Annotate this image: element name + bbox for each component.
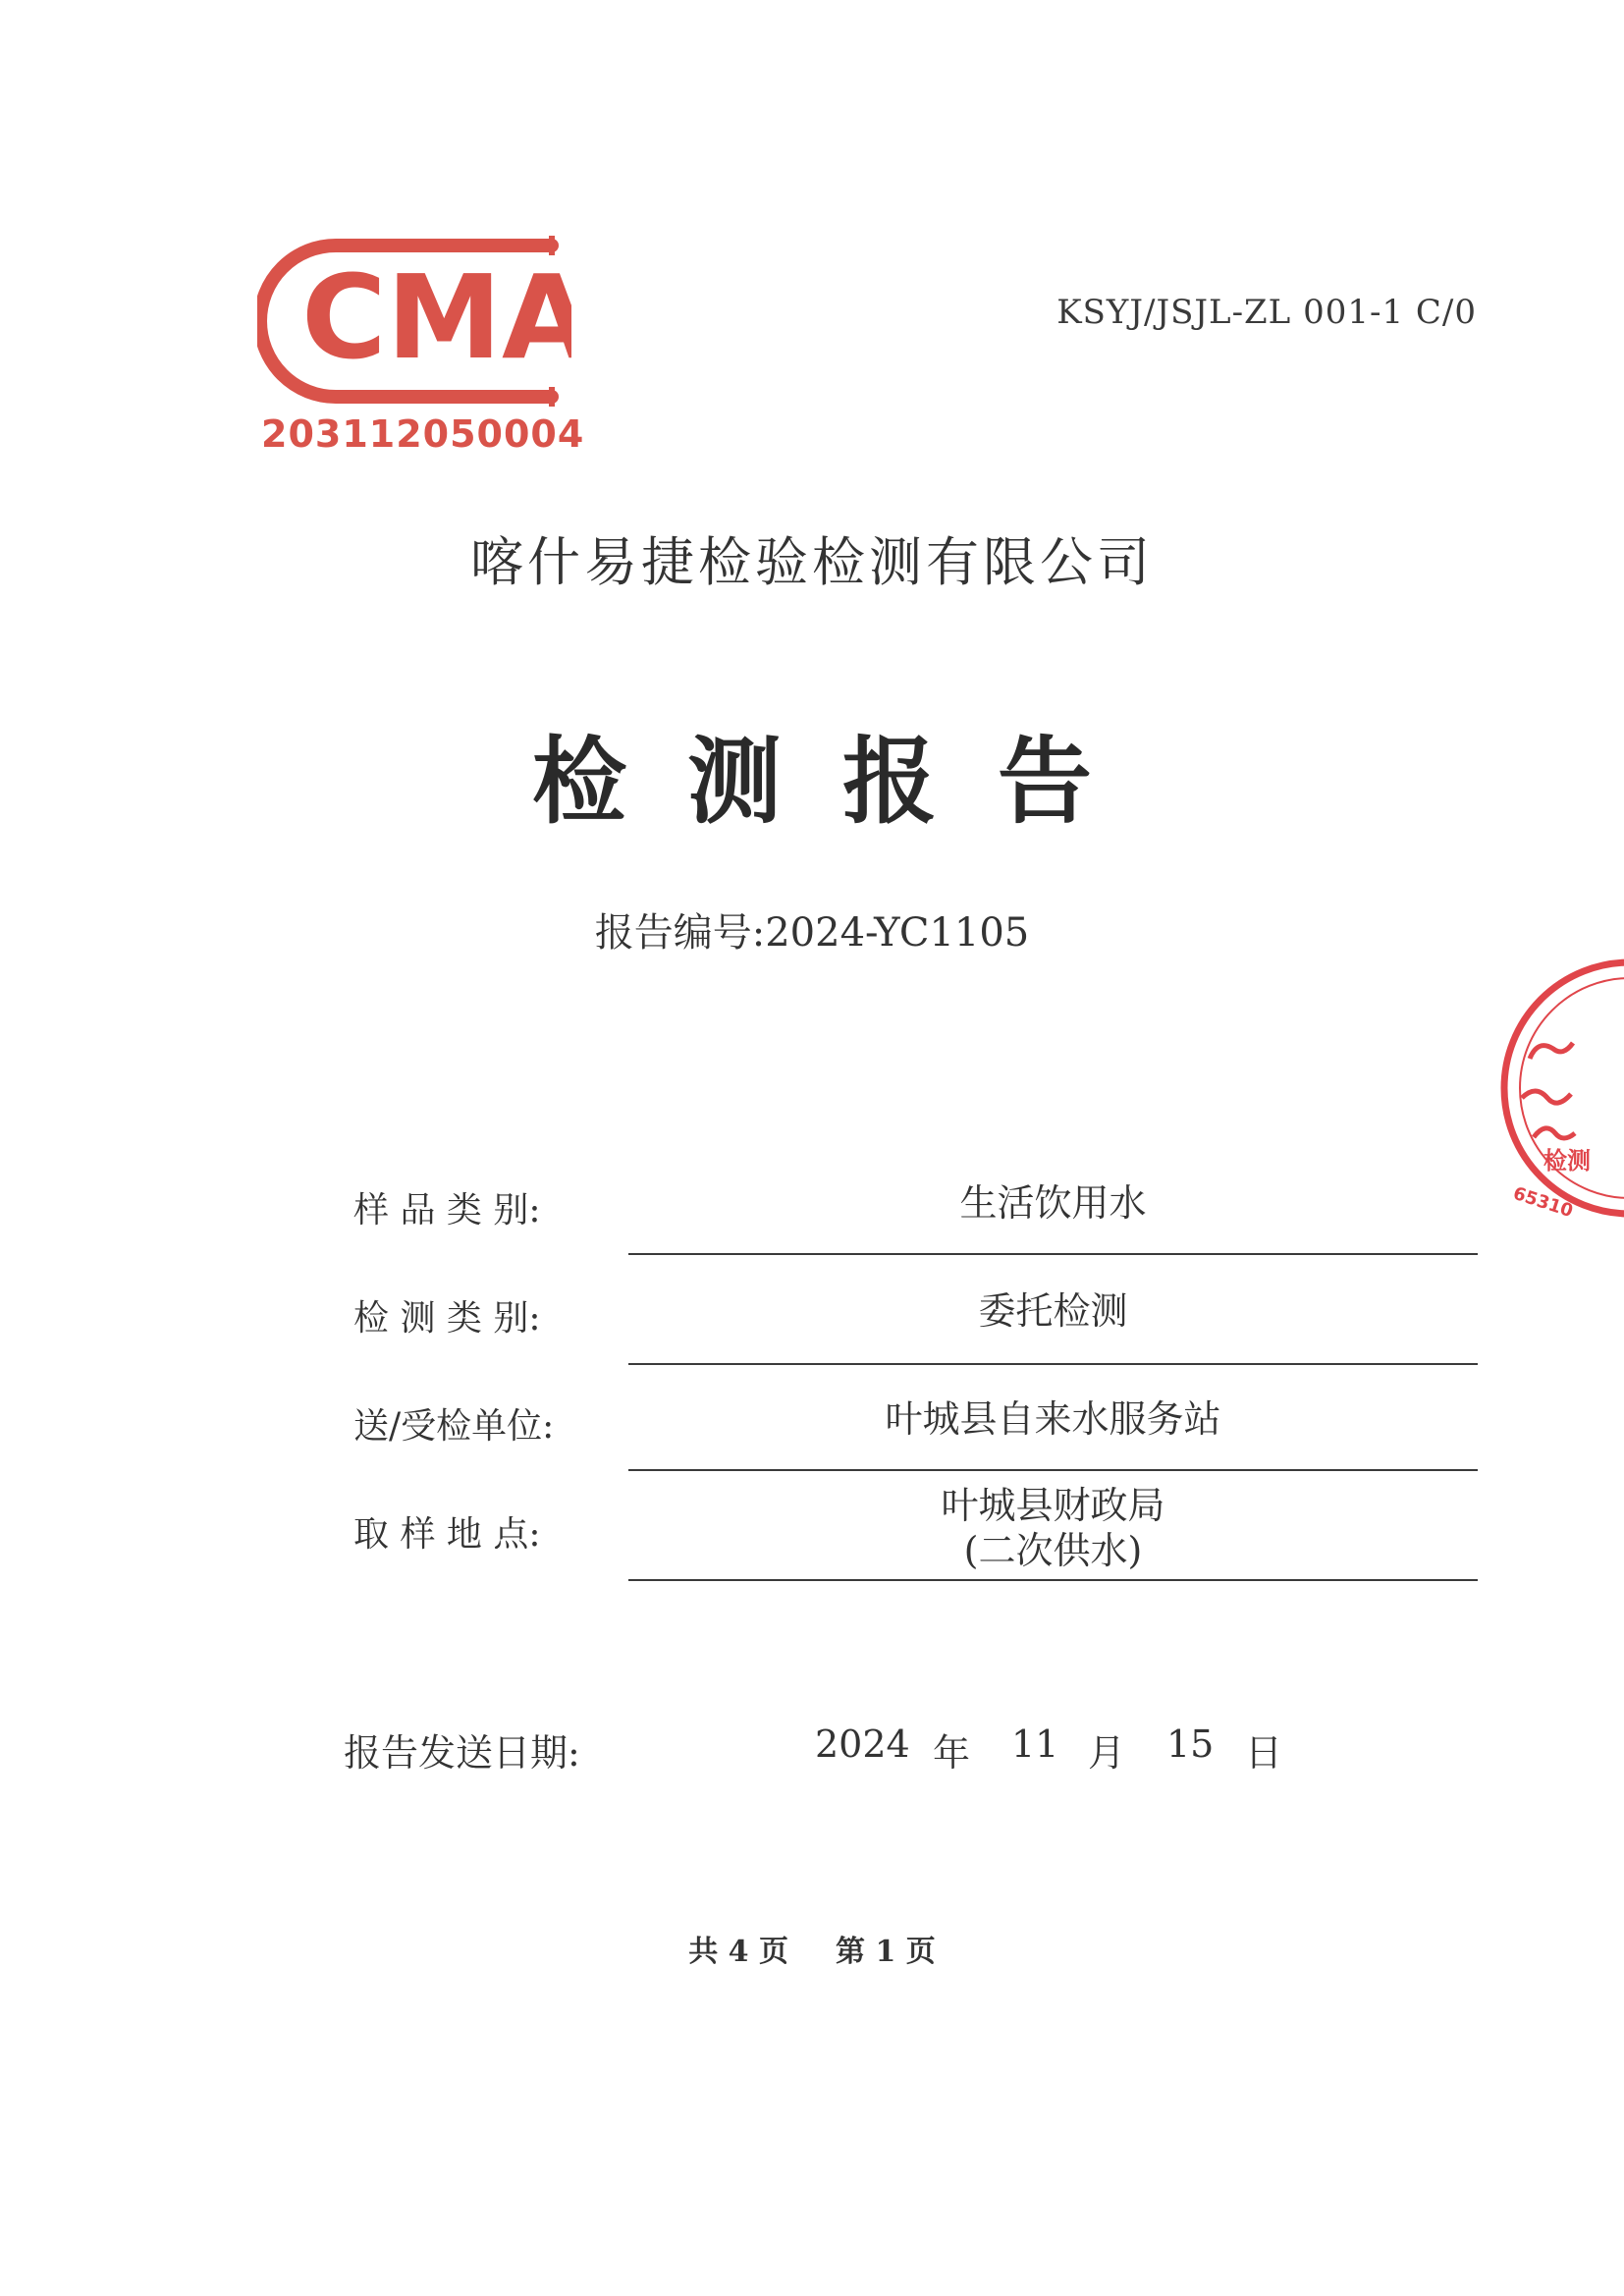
- field-label-test-type: 检 测 类 别:: [353, 1298, 541, 1339]
- svg-text:检测: 检测: [1543, 1147, 1591, 1175]
- report-number-value: 2024-YC1105: [765, 910, 1030, 956]
- field-underline: [628, 1579, 1478, 1581]
- field-value-unit: 叶城县自来水服务站: [885, 1397, 1221, 1441]
- date-label: 报告发送日期:: [344, 1731, 580, 1775]
- date-year-unit: 年: [933, 1731, 971, 1775]
- date-day-unit: 日: [1245, 1731, 1283, 1775]
- report-title: 检测报告: [532, 727, 1153, 837]
- field-underline: [628, 1253, 1478, 1255]
- report-number: [0, 902, 1624, 957]
- field-label-unit: 送/受检单位:: [353, 1406, 555, 1447]
- cma-certificate-number: 203112050004: [261, 412, 585, 456]
- field-label-sample-type: 样 品 类 别:: [353, 1190, 541, 1230]
- cma-logo-icon: [257, 222, 571, 418]
- field-value-test-type: 委托检测: [978, 1289, 1128, 1333]
- company-name: 喀什易捷检验检测有限公司: [470, 531, 1154, 593]
- document-code: KSYJ/JSJL-ZL 001-1 C/0: [1056, 293, 1477, 332]
- svg-text:65310: 65310: [1510, 1182, 1576, 1223]
- field-value-location-line2: (二次供水): [963, 1529, 1143, 1572]
- field-value-location-line1: 叶城县财政局: [941, 1484, 1165, 1527]
- field-value-sample-type: 生活饮用水: [959, 1181, 1147, 1225]
- date-month-unit: 月: [1088, 1731, 1126, 1775]
- date-month: 11: [1011, 1722, 1059, 1766]
- field-value-location: [628, 1483, 1478, 1573]
- page-total: 共 4 页: [688, 1935, 788, 1969]
- date-day: 15: [1166, 1722, 1215, 1766]
- page-counter: [0, 1927, 1624, 1970]
- field-label-location: 取 样 地 点:: [353, 1514, 541, 1555]
- date-year: 2024: [815, 1722, 910, 1766]
- inspection-stamp: [1483, 941, 1624, 1255]
- svg-text:CMA: CMA: [301, 249, 571, 385]
- field-underline: [628, 1469, 1478, 1471]
- page-current: 第 1 页: [836, 1935, 936, 1969]
- stamp-icon: [1483, 941, 1624, 1255]
- report-number-label: 报告编号:: [594, 910, 766, 956]
- field-underline: [628, 1363, 1478, 1365]
